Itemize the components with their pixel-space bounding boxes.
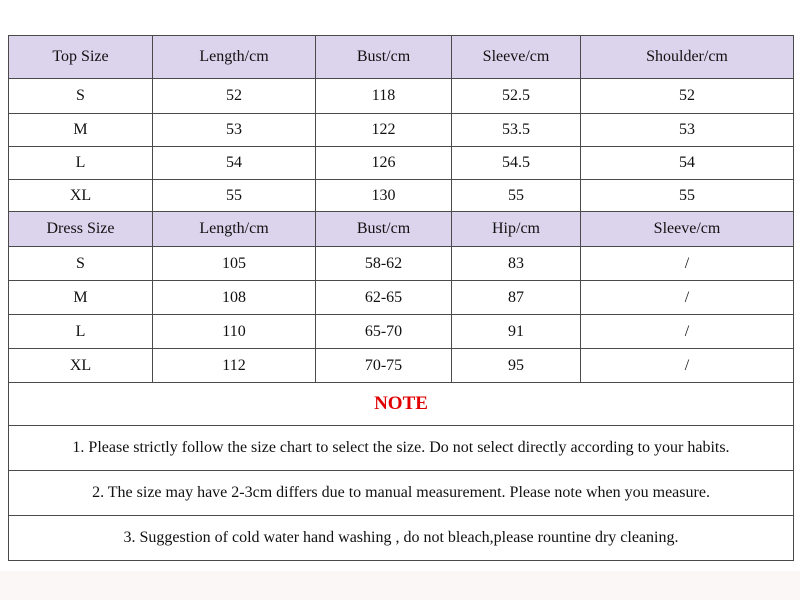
table-cell: 110 — [153, 315, 316, 349]
top-header-shoulder: Shoulder/cm — [581, 36, 794, 79]
top-header-bust: Bust/cm — [316, 36, 452, 79]
table-cell: / — [581, 315, 794, 349]
top-header-row — [9, 36, 794, 79]
table-cell: 122 — [316, 114, 452, 147]
table-row — [9, 247, 794, 281]
table-cell: 55 — [153, 180, 316, 212]
table-cell: 62-65 — [316, 281, 452, 315]
table-row — [9, 180, 794, 212]
dress-header-sleeve: Sleeve/cm — [581, 212, 794, 247]
top-header-sleeve: Sleeve/cm — [452, 36, 581, 79]
table-cell: 130 — [316, 180, 452, 212]
table-cell: / — [581, 281, 794, 315]
table-cell: 53.5 — [452, 114, 581, 147]
top-header-length: Length/cm — [153, 36, 316, 79]
dress-header-row — [9, 212, 794, 247]
table-row — [9, 281, 794, 315]
table-cell: 52 — [153, 79, 316, 114]
table-cell: 105 — [153, 247, 316, 281]
table-row — [9, 147, 794, 180]
table-cell: / — [581, 247, 794, 281]
dress-header-bust: Bust/cm — [316, 212, 452, 247]
table-cell: 54 — [153, 147, 316, 180]
note-line-row — [9, 426, 794, 471]
table-row — [9, 349, 794, 383]
table-cell: M — [9, 114, 153, 147]
table-cell: L — [9, 315, 153, 349]
table-cell: 91 — [452, 315, 581, 349]
note-title-row — [9, 383, 794, 426]
table-cell: M — [9, 281, 153, 315]
table-cell: 126 — [316, 147, 452, 180]
table-cell: 53 — [153, 114, 316, 147]
dress-header-size: Dress Size — [9, 212, 153, 247]
table-cell: XL — [9, 349, 153, 383]
note-line-1: 1. Please strictly follow the size chart to select the size. Do not select directly according to your habits. — [9, 426, 794, 471]
table-cell: 54.5 — [452, 147, 581, 180]
table-cell: 52 — [581, 79, 794, 114]
table-cell: 112 — [153, 349, 316, 383]
table-cell: 54 — [581, 147, 794, 180]
table-cell: 108 — [153, 281, 316, 315]
table-cell: / — [581, 349, 794, 383]
table-cell: 52.5 — [452, 79, 581, 114]
note-line-2: 2. The size may have 2-3cm differs due to manual measurement. Please note when you measure. — [9, 471, 794, 516]
size-chart-table — [8, 35, 794, 561]
table-cell: 55 — [581, 180, 794, 212]
note-line-row — [9, 516, 794, 561]
table-row — [9, 114, 794, 147]
dress-header-hip: Hip/cm — [452, 212, 581, 247]
table-cell: 58-62 — [316, 247, 452, 281]
note-line-row — [9, 471, 794, 516]
table-cell: XL — [9, 180, 153, 212]
table-cell: 70-75 — [316, 349, 452, 383]
table-cell: 55 — [452, 180, 581, 212]
table-row — [9, 315, 794, 349]
top-header-size: Top Size — [9, 36, 153, 79]
table-row — [9, 79, 794, 114]
table-cell: 65-70 — [316, 315, 452, 349]
note-title: NOTE — [9, 383, 794, 426]
table-cell: 95 — [452, 349, 581, 383]
dress-header-length: Length/cm — [153, 212, 316, 247]
table-cell: 87 — [452, 281, 581, 315]
table-cell: S — [9, 79, 153, 114]
table-cell: 83 — [452, 247, 581, 281]
note-line-3: 3. Suggestion of cold water hand washing , do not bleach,please rountine dry cleaning. — [9, 516, 794, 561]
table-cell: 118 — [316, 79, 452, 114]
bottom-strip — [0, 571, 800, 600]
table-cell: L — [9, 147, 153, 180]
table-cell: S — [9, 247, 153, 281]
table-cell: 53 — [581, 114, 794, 147]
